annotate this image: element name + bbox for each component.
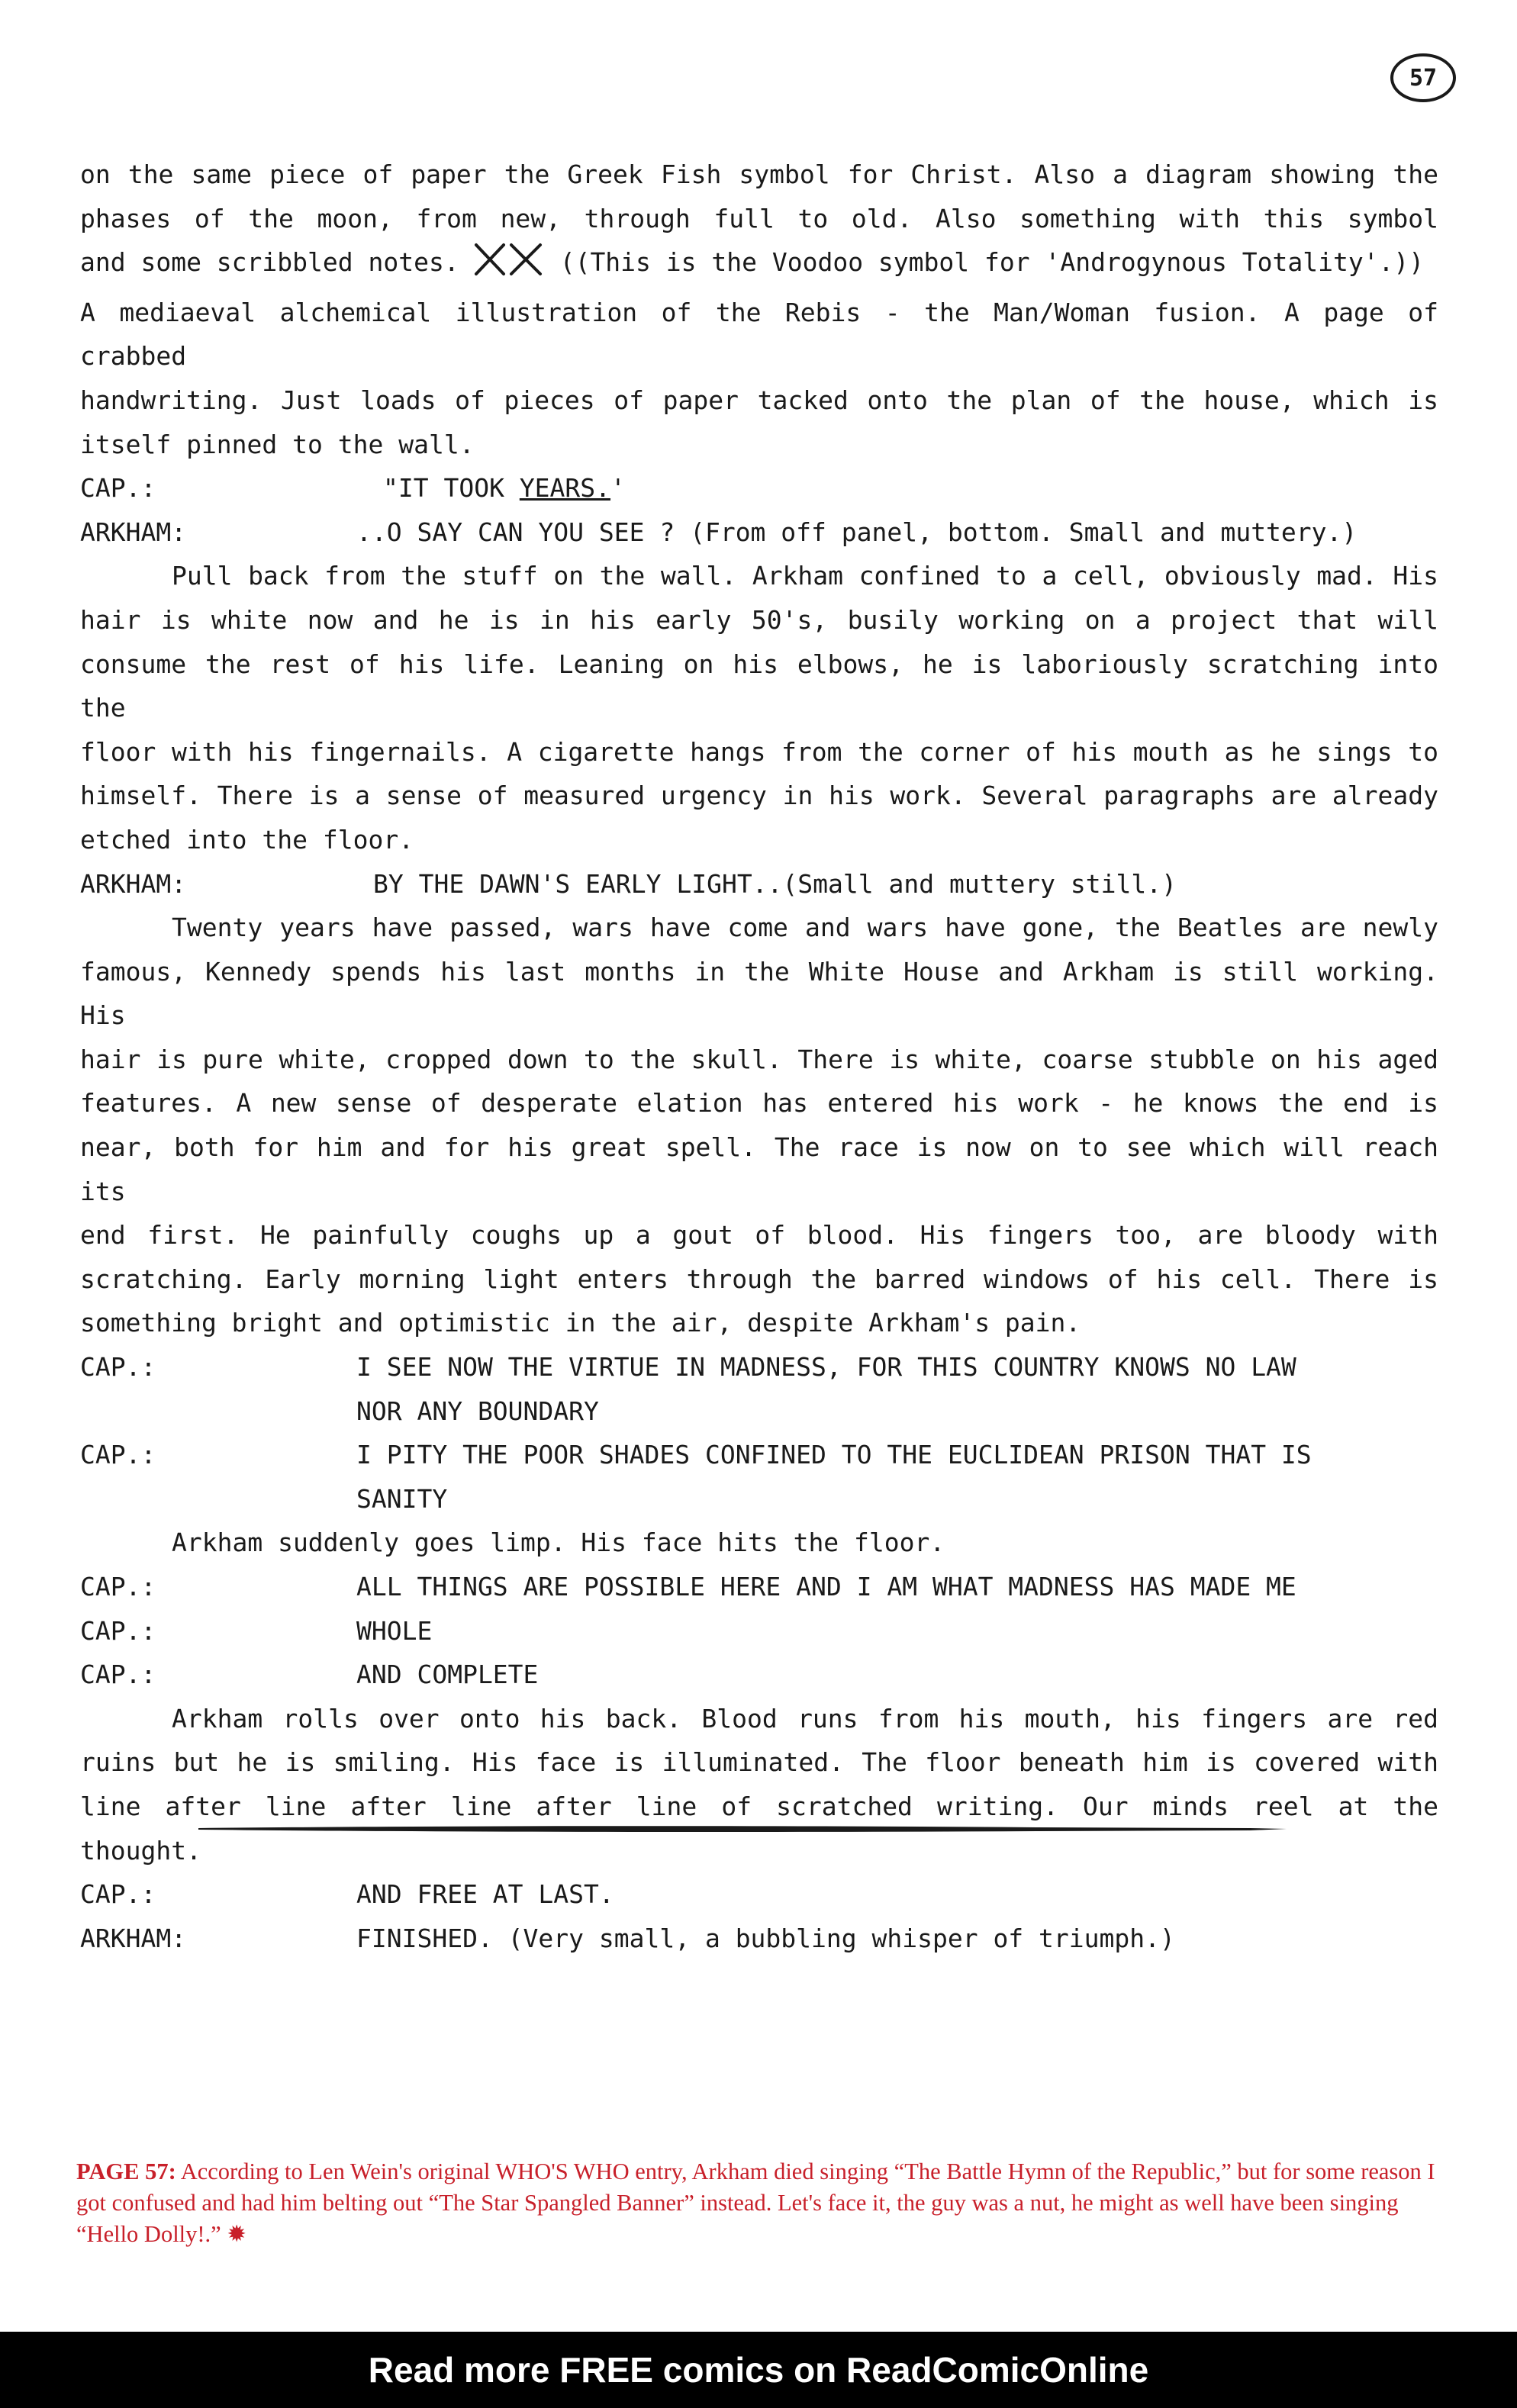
speaker: CAP.: (80, 1879, 156, 1910)
script-line: himself. There is a sense of measured urgency in his work. Several paragraphs are already (80, 781, 1438, 811)
voodoo-symbol-icon (473, 242, 543, 291)
caption-line: AND COMPLETE (356, 1660, 539, 1690)
script-line: something bright and optimistic in the air, despite Arkham's pain. (80, 1308, 1081, 1338)
caption-line: WHOLE (356, 1615, 433, 1646)
script-line: phases of the moon, from new, through full to old. Also something with this symbol (80, 203, 1438, 233)
caption-line: I PITY THE POOR SHADES CONFINED TO THE EUCLIDEAN PRISON THAT IS (356, 1440, 1312, 1470)
caption-lines (356, 1433, 1438, 1521)
speaker: CAP.: (80, 1440, 156, 1470)
caption-block (80, 1609, 1438, 1653)
script-line: Pull back from the stuff on the wall. Arkham confined to a cell, obviously mad. His (172, 561, 1438, 591)
speaker: ARKHAM: (80, 1923, 187, 1953)
dialogue-text: ' (610, 473, 626, 504)
paragraph-2 (80, 554, 1438, 861)
speaker: CAP.: (80, 1660, 156, 1690)
caption-line: SANITY (356, 1483, 448, 1514)
caption-block (80, 1653, 1438, 1697)
speaker: CAP.: (80, 1572, 156, 1602)
dialogue-arkham (80, 1917, 1438, 1961)
script-line: Arkham rolls over onto his back. Blood runs from his mouth, his fingers are red (172, 1703, 1438, 1734)
annotation-label: PAGE 57: (76, 2159, 176, 2184)
script-body (80, 153, 1438, 1960)
script-line: scratching. Early morning light enters through the barred windows of his cell. There is (80, 1264, 1438, 1294)
script-line: features. A new sense of desperate elation has entered his work - he knows the end is (80, 1088, 1438, 1119)
script-line: ruins but he is smiling. His face is illuminated. The floor beneath him is covered with (80, 1747, 1438, 1778)
script-line: Twenty years have passed, wars have come and wars have gone, the Beatles are newly (172, 913, 1438, 943)
script-line: hair is pure white, cropped down to the skull. There is white, coarse stubble on his aged (80, 1044, 1438, 1074)
end-mark-icon: ✹ (227, 2221, 246, 2247)
paragraph-1 (80, 153, 1438, 466)
dialogue-line: FINISHED. (Very small, a bubbling whisper of triumph.) (356, 1923, 1175, 1953)
symbol-line-after: ((This is the Voodoo symbol for 'Androgynous Totality'.)) (559, 247, 1425, 278)
editor-annotation (76, 2156, 1441, 2250)
speaker: CAP.: (80, 1615, 156, 1646)
dialogue-line: BY THE DAWN'S EARLY LIGHT..(Small and muttery still.) (373, 868, 1177, 899)
script-line: handwriting. Just loads of pieces of paper tacked onto the plan of the house, which is (80, 385, 1438, 415)
script-line: etched into the floor. (80, 824, 414, 855)
script-line: hair is white now and he is in his early 50's, busily working on a project that will (80, 604, 1438, 635)
paragraph-3 (80, 906, 1438, 1345)
caption-line: I SEE NOW THE VIRTUE IN MADNESS, FOR THIS COUNTRY KNOWS NO LAW (356, 1352, 1296, 1383)
script-line: end first. He painfully coughs up a gout of blood. His fingers too, are bloody with (80, 1220, 1438, 1251)
script-line: A mediaeval alchemical illustration of the Rebis - the Man/Woman fusion. A page of crabbed (80, 297, 1438, 372)
annotation-text: According to Len Wein's original WHO'S WHO entry, Arkham died singing “The Battle Hymn of the Republic,” but for some reason I got confused and had him belting out “The Star Spangled Banner” instead. Let's face it, the guy was a nut, he might as well have been singing “Hello Dolly!.” (76, 2159, 1435, 2247)
script-line: itself pinned to the wall. (80, 429, 475, 459)
speaker: CAP.: (80, 1352, 156, 1383)
caption-block (80, 1345, 1438, 1433)
script-line: line after line after line after line of scratched writing. Our minds reel at the thought. (80, 1791, 1438, 1866)
speaker: CAP.: (80, 473, 156, 504)
script-line: consume the rest of his life. Leaning on his elbows, he is laboriously scratching into the (80, 649, 1438, 723)
caption-line: AND FREE AT LAST. (356, 1879, 614, 1910)
caption-line: NOR ANY BOUNDARY (356, 1396, 599, 1426)
script-line-with-symbol (80, 240, 1438, 291)
paragraph-5 (80, 1697, 1438, 1872)
underlined-word: YEARS. (519, 473, 611, 504)
speaker: ARKHAM: (80, 868, 187, 899)
dialogue-line: ..O SAY CAN YOU SEE ? (From off panel, bottom. Small and muttery.) (356, 517, 1358, 547)
speaker: ARKHAM: (80, 517, 187, 547)
script-line: floor with his fingernails. A cigarette hangs from the corner of his mouth as he sings to (80, 736, 1438, 767)
footer-text[interactable]: Read more FREE comics on ReadComicOnline (368, 2350, 1149, 2390)
script-line: Arkham suddenly goes limp. His face hits the floor. (172, 1528, 945, 1558)
script-line: famous, Kennedy spends his last months in the White House and Arkham is still working. His (80, 956, 1438, 1031)
caption-block (80, 1872, 1438, 1917)
script-line: near, both for him and for his great spell. The race is now on to see which will reach its (80, 1132, 1438, 1206)
footer-banner[interactable] (0, 2332, 1517, 2408)
dialogue-caption (80, 466, 1438, 510)
caption-lines (356, 1345, 1438, 1433)
dialogue-arkham (80, 510, 1438, 555)
dialogue-line (356, 466, 1438, 510)
page-number: 57 (1390, 53, 1456, 102)
end-rule (197, 1820, 1288, 1837)
script-line: on the same piece of paper the Greek Fish symbol for Christ. Also a diagram showing the (80, 159, 1438, 189)
dialogue-arkham (80, 862, 1438, 906)
caption-block (80, 1565, 1438, 1609)
dialogue-text: "IT TOOK (383, 473, 520, 504)
symbol-line-before: and some scribbled notes. (80, 247, 459, 278)
caption-line: ALL THINGS ARE POSSIBLE HERE AND I AM WHAT MADNESS HAS MADE ME (356, 1572, 1296, 1602)
caption-block (80, 1433, 1438, 1521)
